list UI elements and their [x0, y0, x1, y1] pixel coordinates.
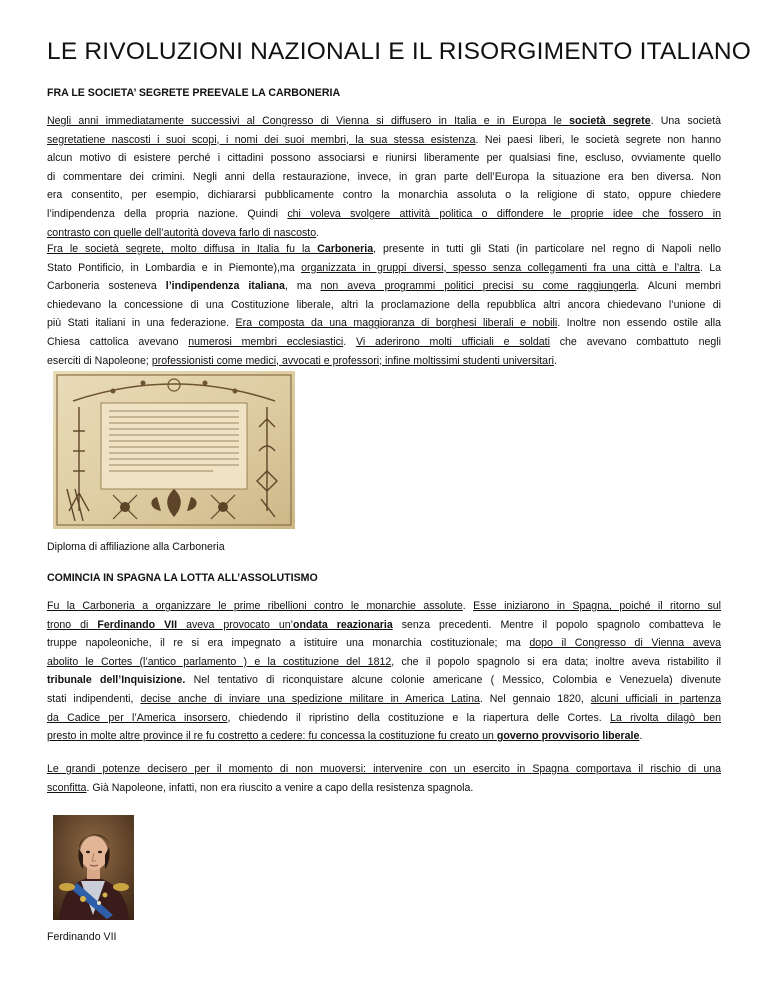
section-heading-carboneria: FRA LE SOCIETA’ SEGRETE PREEVALE LA CARBONERIA — [47, 87, 341, 99]
text-line: tribunale dell’Inquisizione. Nel tentativo di riconquistare alcune colonie americane ( Messico, Colombia e Venezuela) divenute — [47, 674, 721, 687]
text-line: Negli anni immediatamente successivi al Congresso di Vienna si diffusero in Italia e in Europa le società segrete. Una società — [47, 115, 721, 127]
text-line: Fu la Carboneria a organizzare le prime ribellioni contro le monarchie assolute. Esse iniziarono in Spagna, poiché il ritorno sul — [47, 600, 721, 612]
caption-diploma: Diploma di affiliazione alla Carboneria — [47, 541, 225, 553]
text-line: di commentare dei crimini. Negli anni della restaurazione, invece, in gran parte dell’Europa la situazione era ben diversa. Non — [47, 170, 721, 183]
paragraph-carboneria — [47, 240, 721, 370]
text-line: segretatiene nascosti i suoi scopi, i nomi dei suoi membri, la sua stessa esistenza. Nei paesi liberi, le società segrete non hanno — [47, 133, 721, 146]
page-title: LE RIVOLUZIONI NAZIONALI E IL RISORGIMENTO ITALIANO — [47, 38, 752, 65]
text-line: più Stati italiani in una federazione. Era composta da una maggioranza di borghesi liberali e nobili. Inoltre non essendo ostile alla — [47, 317, 721, 330]
text-line: alcun motivo di esistere perché i cittadini possono associarsi e riunirsi liberamente per qualsiasi fine, escluso, ovviamente quello — [47, 152, 721, 165]
text-line: Le grandi potenze decisero per il momento di non muoversi: intervenire con un esercito in Spagna comportava il rischio di una — [47, 763, 721, 775]
text-line: truppe napoleoniche, il re si era impegnato a istituire una monarchia costituzionale; ma dopo il Congresso di Vienna aveva — [47, 637, 721, 650]
text-line: eserciti di Napoleone; professionisti come medici, avvocati e professori; infine moltissimi studenti universitari. — [47, 354, 557, 367]
carboneria-diploma-image — [53, 371, 295, 529]
text-line: presto in molte altre province il re fu costretto a cedere: fu concessa la costituzione fu creato un governo provvisorio liberale. — [47, 730, 643, 743]
paragraph-grandi-potenze — [47, 760, 721, 797]
text-line: Carboneria sosteneva l’indipendenza italiana, ma non aveva programmi politici precisi su come raggiungerla. Alcuni membri — [47, 280, 721, 293]
text-line: Chiesa cattolica avevano numerosi membri ecclesiastici. Vi aderirono molti ufficiali e soldati che avevano combattuto negli — [47, 335, 721, 348]
text-line: Stato Pontificio, in Lombardia e in Piemonte),ma organizzata in gruppi diversi, spesso senza collegamenti fra una città e l’altra. La — [47, 261, 721, 274]
text-line: chiedevano la concessione di una Costituzione liberale, altri la proclamazione della repubblica altri ancora chiedevano l’unione di — [47, 298, 721, 311]
text-line: trono di Ferdinando VII aveva provocato un’ondata reazionaria senza precedenti. Mentre il popolo spagnolo combatteva le — [47, 618, 721, 631]
text-line: contrasto con quelle dell’autorità doveva farlo di nascosto. — [47, 226, 320, 239]
section-heading-spagna: COMINCIA IN SPAGNA LA LOTTA ALL’ASSOLUTISMO — [47, 572, 318, 584]
text-line: Fra le società segrete, molto diffusa in Italia fu la Carboneria, presente in tutti gli Stati (in particolare nel regno di Napoli nello — [47, 243, 721, 255]
text-line: da Cadice per l’America insorsero, chiedendo il ripristino della costituzione e la riapertura delle Cortes. La rivolta dilagò ben — [47, 711, 721, 724]
ferdinando-vii-portrait — [53, 815, 134, 920]
text-line: abolito le Cortes (l’antico parlamento ) e la costituzione del 1812, che il popolo spagnolo si era data; inoltre aveva ristabilito il — [47, 655, 721, 668]
paragraph-spagna — [47, 597, 721, 746]
caption-ferdinando: Ferdinando VII — [47, 931, 117, 943]
text-line: l’indipendenza della propria nazione. Quindi chi voleva svolgere attività politica o diffondere le proprie idee che fossero in — [47, 207, 721, 220]
paragraph-societa-segrete — [47, 112, 721, 242]
text-line: stati indipendenti, decise anche di inviare una spedizione militare in America Latina. Nel gennaio 1820, alcuni ufficiali in partenza — [47, 692, 721, 705]
text-line: sconfitta. Già Napoleone, infatti, non era riuscito a venire a capo della resistenza spagnola. — [47, 781, 474, 794]
text-line: era consentito, per esempio, dichiararsi pubblicamente contro la monarchia assoluta o la religione di stato, oppure chiedere — [47, 189, 721, 202]
